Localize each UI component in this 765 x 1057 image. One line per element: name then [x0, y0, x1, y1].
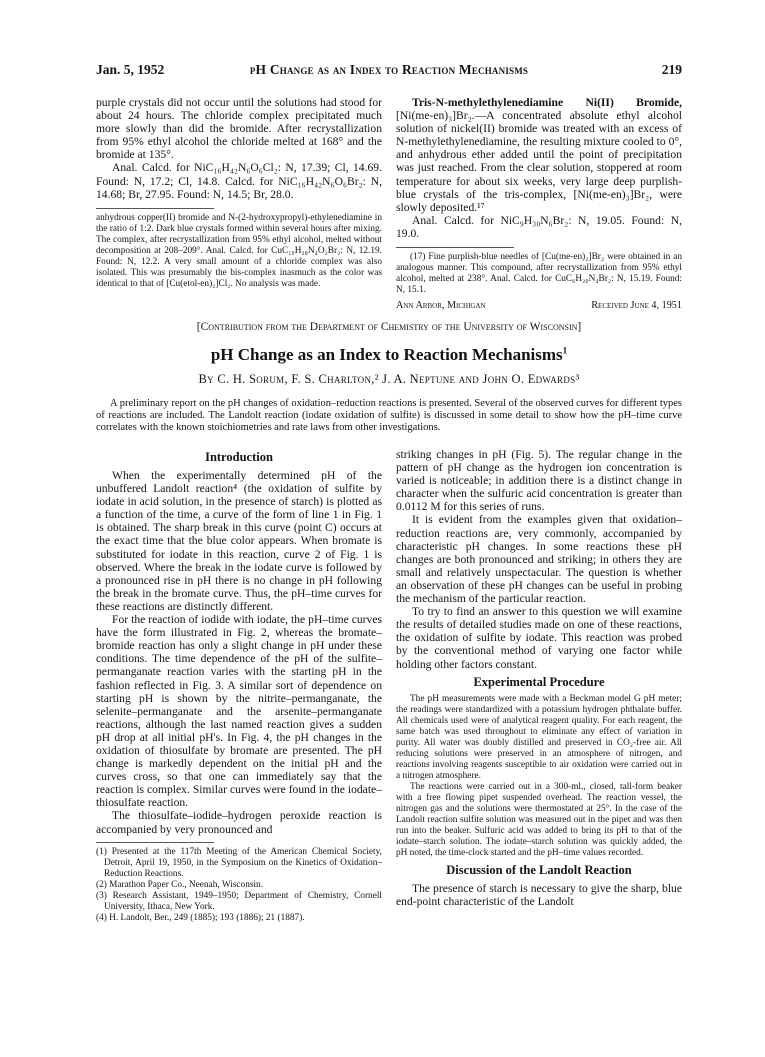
article-title — [96, 345, 682, 365]
article-signature — [396, 300, 682, 311]
intro-para-1: When the experimentally determined pH of the unbuffered Landolt reaction⁴ (the oxidation of sulfite by iodate in acid solution, in the presence of starch) is plotted as a function of the time, a curve of the form of line 1 in Fig. 1 is obtained. The sharp break in this curve (point C) occurs at the exact time that the blue color appears. When bromate is substituted for iodate in this reaction, curve 2 of Fig. 1 is observed. Where the break in the iodate curve is followed by a pronounced rise in pH there is no change in pH following the break in the bromate curve. Thus, the pH–time curves for these reactions are distinctly different. — [96, 469, 382, 613]
footnote-17: (17) Fine purplish-blue needles of [Cu(me-en)₂]Br₂ were obtained in an analogous manner. This compound, after recrystallization from 95% ethyl alcohol, melted at 238°. Anal. Calcd. for CuC₆H₂₀N₄Br₂: N, 15.19. Found: N, 15.1. — [396, 252, 682, 296]
main-right-column — [396, 448, 682, 908]
contribution-line: [Contribution from the Department of Chemistry of the University of Wisconsin] — [196, 321, 582, 333]
compound-heading: Tris-N-methylethylenediamine Ni(II) Bromide, — [412, 96, 682, 109]
section-heading-introduction: Introduction — [205, 450, 273, 464]
compound-analysis: Anal. Calcd. for NiC₉H₃₀N₆Br₂: N, 19.05. Found: N, 19.0. — [396, 213, 682, 240]
prev-article-section — [396, 96, 682, 214]
abstract: A preliminary report on the pH changes of oxidation–reduction reactions is presented. Several of the observed curves for different types of reactions are included. The Landolt reaction (iodate oxidation of sulfite) is discussed in some detail to show how the pH–time curve correlates with the known stoichiometries and rate laws from other investigations. — [96, 398, 682, 433]
experimental-para-2: The reactions were carried out in a 300-ml., closed, tall-form beaker with a free flowing pipet suspended overhead. The reaction vessel, the nitrogen gas and the solutions were thermostated at 25°. In the case of the Landolt reaction sulfite solution was measured out in the pipet and was then run into the beaker. Sulfuric acid was added to bring its pH to that of the iodate–starch solution. The iodate–starch solution was quickly added, the pH noted, the time-clock started and the pH–time values recorded. — [396, 781, 682, 858]
intro-para-6: To try to find an answer to this question we will examine the results of detailed studies made on one of these reactions, the oxidation of sulfite by iodate. This reaction was probed by the conventional method of varying one factor while holding other factors constant. — [396, 605, 682, 671]
authors-line: By C. H. Sorum, F. S. Charlton,² J. A. Neptune and John O. Edwards³ — [198, 372, 580, 386]
page-number: 219 — [661, 62, 682, 77]
footnote-rule — [96, 208, 214, 209]
prev-article-para: purple crystals did not occur until the solutions had stood for about 24 hours. The chloride complex precipitated much more slowly than did the bromide. After recrystallization from 95% ethyl alcohol the chloride melted at 168° and the bromide at 135°. — [96, 96, 382, 162]
footnote-2: (2) Marathon Paper Co., Neenah, Wisconsin. — [96, 879, 264, 890]
footnote-4: (4) H. Landolt, Ber., 249 (1885); 193 (1886); 21 (1887). — [96, 912, 305, 923]
discussion-para-1: The presence of starch is necessary to give the sharp, blue end-point characteristic of the Landolt — [396, 881, 682, 908]
experimental-para-1: The pH measurements were made with a Beckman model G pH meter; the readings were standardized with a potassium hydrogen phthalate buffer. All chemicals used were of analytical reagent quality. For each reagent, the same batch was used throughout to eliminate any effect of variation in purity. All water was doubly distilled and preserved in CO₂-free air. All reducing solutions were preserved in an atmosphere of nitrogen, and reactions involving reagents susceptible to air oxidation were carried out in a nitrogen atmosphere. — [396, 693, 682, 781]
compound-para: [Ni(me-en)₃]Br₂.—A concentrated absolute ethyl alcohol solution of nickel(II) bromide was treated with an excess of N-methylethylenediamine, the resulting mixture cooled to 0°, and anhydrous ether added until the point of precipitation was just reached. From the clear solution, stoppered at room temperature for about six weeks, very large deep purplish-blue crystals of the tris-complex, [Ni(me-en)₃]Br₂, were slowly deposited.¹⁷ — [396, 109, 682, 214]
title-footnote-mark: 1 — [562, 345, 568, 356]
header-date: Jan. 5, 1952 — [96, 62, 165, 77]
header-title: pH Change as an Index to Reaction Mechanisms — [249, 62, 529, 77]
footnote-rule-right — [396, 247, 514, 248]
prev-article-analysis: Anal. Calcd. for NiC₁₆H₄₂N₆O₆Cl₂: N, 17.39; Cl, 14.69. Found: N, 17.2; Cl, 14.8. Calcd. for NiC₁₆H₄₂N₆O₆Br₂: N, 14.68; Br, 27.95. Found: N, 14.5; Br, 28.0. — [96, 161, 382, 201]
intro-para-2: For the reaction of iodide with iodate, the pH–time curves have the form illustrated in Fig. 2, whereas the bromate–bromide reaction has only a slight change in pH under these conditions. The time dependence of the pH of the sulfite–permanganate reaction varies with the starting pH in the fashion reflected in Fig. 3. A similar sort of dependence on starting pH is shown by the nitrite–permanganate, the selenite–permanganate and the arsenite–permanganate reactions, although the last named reaction gives a sudden pH drop at all initial pH's. In Fig. 4, the pH changes in the oxidation of thiosulfate by bromate are presented. The pH change is markedly dependent on the initial pH and the curves cross, so that one can immediately say that the reaction is complex. Similar curves were found in the iodate–thiosulfate reaction. — [96, 613, 382, 810]
intro-para-4: striking changes in pH (Fig. 5). The regular change in the pattern of pH change as the hydrogen ion concentration is varied is noticeable; in addition there is a distinct change in character when the sulfuric acid concentration is greater than 0.0112 M for this series of runs. — [396, 448, 682, 514]
top-left-column — [96, 96, 382, 290]
signature-location: Ann Arbor, Michigan — [396, 300, 486, 312]
top-right-column — [396, 96, 682, 311]
section-heading-discussion: Discussion of the Landolt Reaction — [446, 862, 632, 877]
footnote-16: anhydrous copper(II) bromide and N-(2-hydroxypropyl)-ethylenediamine in the ratio of 1:2. Dark blue crystals formed within several hours after mixing. The complex, after recrystallization from 95% ethyl alcohol, melted without decomposition at 208–209°. Anal. Calcd. for CuC₁₀H₂₈N₄O₂Br₂: N, 12.19. Found: N, 12.2. A very small amount of a chloride complex was also isolated. This was presumably the bis-complex inasmuch as the color was identical to that of [Cu(etol-en)₂]Cl₂. No analysis was made. — [96, 212, 382, 289]
intro-para-3: The thiosulfate–iodide–hydrogen peroxide reaction is accompanied by very pronounced and — [96, 809, 382, 836]
footnote-1: (1) Presented at the 117th Meeting of the American Chemical Society, Detroit, April 19, 1950, in the Symposium on the Kinetics of Oxidation–Reduction Reactions. — [96, 846, 382, 879]
intro-para-5: It is evident from the examples given that oxidation–reduction reactions are, very commonly, accompanied by characteristic pH changes. In some reactions these pH changes are both pronounced and striking; in others they are small and relatively unspectacular. The question is whether an observation of these pH changes can be useful in probing the mechanism of the particular reaction. — [396, 513, 682, 606]
running-header — [96, 62, 682, 82]
section-heading-experimental: Experimental Procedure — [473, 674, 605, 689]
footnote-3: (3) Research Assistant, 1949–1950; Department of Chemistry, Cornell University, Ithaca, New York. — [96, 890, 382, 912]
signature-received: Received June 4, 1951 — [591, 300, 682, 312]
article-title-text: pH Change as an Index to Reaction Mechanisms — [210, 345, 563, 364]
footnote-rule-main — [96, 842, 214, 843]
main-left-column — [96, 448, 382, 924]
